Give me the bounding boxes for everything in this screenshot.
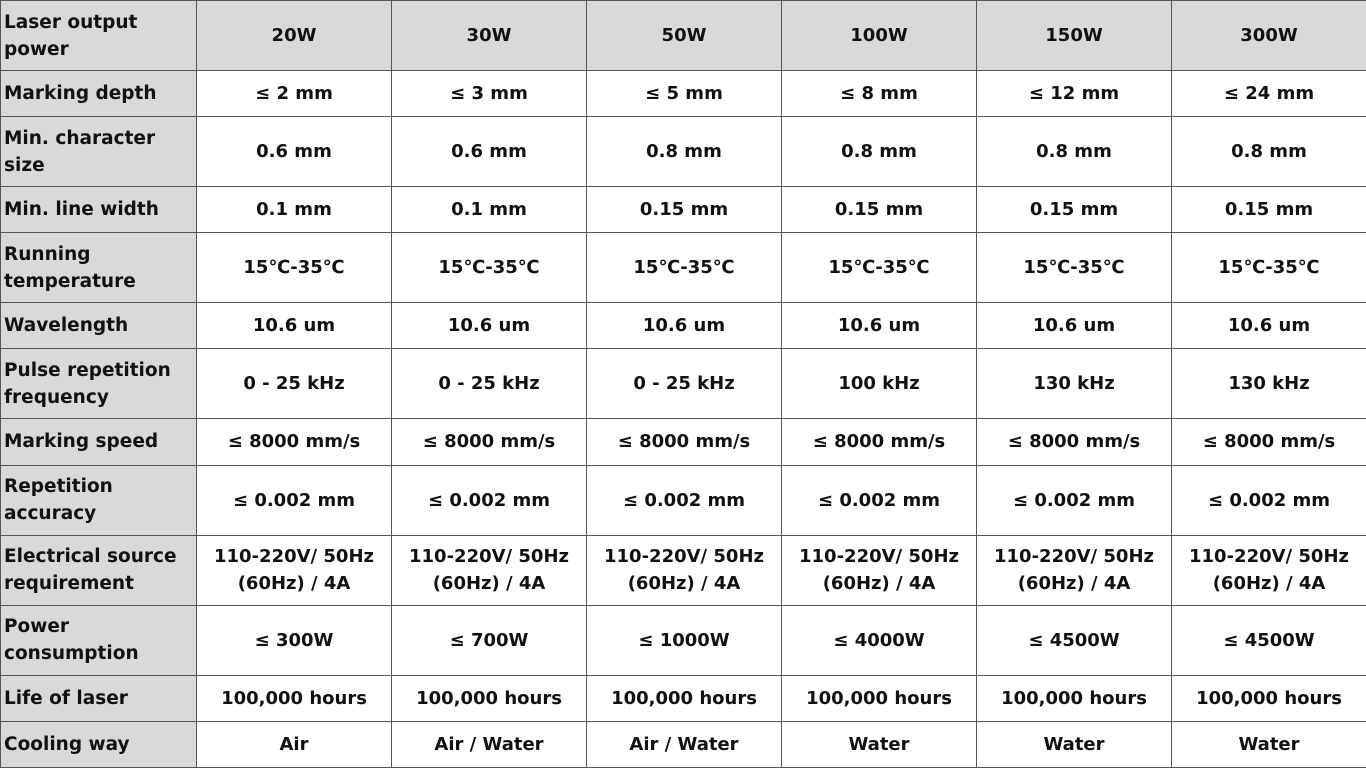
row-label: Marking depth — [1, 71, 197, 117]
power-300w: 300W — [1172, 1, 1366, 71]
cell-value: 0.15 mm — [977, 187, 1172, 233]
cell-value: ≤ 300W — [197, 605, 392, 675]
cell-value: 0.6 mm — [392, 117, 587, 187]
cell-value: 100,000 hours — [977, 675, 1172, 721]
cell-value: 100,000 hours — [782, 675, 977, 721]
row-label: Running temperature — [1, 233, 197, 303]
row-min-line-width — [1, 187, 1366, 233]
cell-value: 0 - 25 kHz — [392, 349, 587, 419]
cell-value: ≤ 24 mm — [1172, 71, 1366, 117]
cell-value: 15℃-35℃ — [197, 233, 392, 303]
cell-value: ≤ 700W — [392, 605, 587, 675]
cell-value: Water — [977, 721, 1172, 767]
power-20w: 20W — [197, 1, 392, 71]
cell-value: ≤ 0.002 mm — [977, 465, 1172, 535]
cell-value: 0.8 mm — [782, 117, 977, 187]
cell-value: Air — [197, 721, 392, 767]
cell-value: 10.6 um — [197, 303, 392, 349]
row-power-consumption — [1, 605, 1366, 675]
cell-value: 0.6 mm — [197, 117, 392, 187]
cell-value: 0.15 mm — [587, 187, 782, 233]
cell-value: 0.15 mm — [782, 187, 977, 233]
row-label: Marking speed — [1, 419, 197, 465]
cell-value: ≤ 8000 mm/s — [587, 419, 782, 465]
cell-value: 10.6 um — [977, 303, 1172, 349]
cell-value: 100,000 hours — [197, 675, 392, 721]
header-row — [1, 1, 1366, 71]
row-marking-speed — [1, 419, 1366, 465]
cell-value: ≤ 0.002 mm — [587, 465, 782, 535]
cell-value: ≤ 0.002 mm — [1172, 465, 1366, 535]
cell-value: ≤ 4500W — [1172, 605, 1366, 675]
row-running-temperature — [1, 233, 1366, 303]
row-label: Electrical source requirement — [1, 535, 197, 605]
row-label: Power consumption — [1, 605, 197, 675]
row-electrical-source-requirement — [1, 535, 1366, 605]
cell-value: ≤ 8000 mm/s — [1172, 419, 1366, 465]
cell-value: 15℃-35℃ — [392, 233, 587, 303]
row-cooling-way — [1, 721, 1366, 767]
row-repetition-accuracy — [1, 465, 1366, 535]
power-50w: 50W — [587, 1, 782, 71]
row-label: Min. character size — [1, 117, 197, 187]
cell-value: ≤ 5 mm — [587, 71, 782, 117]
row-label: Pulse repetition frequency — [1, 349, 197, 419]
cell-value: Air / Water — [587, 721, 782, 767]
cell-value: ≤ 0.002 mm — [392, 465, 587, 535]
cell-value: 100 kHz — [782, 349, 977, 419]
cell-value: 10.6 um — [392, 303, 587, 349]
cell-value: 130 kHz — [977, 349, 1172, 419]
cell-value: ≤ 4000W — [782, 605, 977, 675]
row-pulse-repetition-frequency — [1, 349, 1366, 419]
row-min-character-size — [1, 117, 1366, 187]
cell-value: ≤ 4500W — [977, 605, 1172, 675]
row-label: Min. line width — [1, 187, 197, 233]
cell-value: 10.6 um — [587, 303, 782, 349]
cell-value: ≤ 8000 mm/s — [197, 419, 392, 465]
cell-value: ≤ 8000 mm/s — [782, 419, 977, 465]
cell-value: 15℃-35℃ — [587, 233, 782, 303]
cell-value: Water — [782, 721, 977, 767]
row-label: Cooling way — [1, 721, 197, 767]
cell-value: 110-220V/ 50Hz (60Hz) / 4A — [587, 535, 782, 605]
cell-value: ≤ 8000 mm/s — [392, 419, 587, 465]
cell-value: 100,000 hours — [587, 675, 782, 721]
cell-value: ≤ 1000W — [587, 605, 782, 675]
row-label: Repetition accuracy — [1, 465, 197, 535]
cell-value: 0 - 25 kHz — [197, 349, 392, 419]
cell-value: 10.6 um — [1172, 303, 1366, 349]
cell-value: ≤ 3 mm — [392, 71, 587, 117]
cell-value: ≤ 8 mm — [782, 71, 977, 117]
cell-value: 110-220V/ 50Hz (60Hz) / 4A — [392, 535, 587, 605]
cell-value: ≤ 8000 mm/s — [977, 419, 1172, 465]
cell-value: 0 - 25 kHz — [587, 349, 782, 419]
row-label: Life of laser — [1, 675, 197, 721]
row-marking-depth — [1, 71, 1366, 117]
cell-value: 130 kHz — [1172, 349, 1366, 419]
cell-value: 110-220V/ 50Hz (60Hz) / 4A — [782, 535, 977, 605]
power-30w: 30W — [392, 1, 587, 71]
cell-value: 100,000 hours — [1172, 675, 1366, 721]
cell-value: 15℃-35℃ — [977, 233, 1172, 303]
cell-value: 10.6 um — [782, 303, 977, 349]
cell-value: 0.8 mm — [977, 117, 1172, 187]
cell-value: 15℃-35℃ — [1172, 233, 1366, 303]
cell-value: ≤ 0.002 mm — [782, 465, 977, 535]
row-label: Wavelength — [1, 303, 197, 349]
cell-value: 100,000 hours — [392, 675, 587, 721]
cell-value: 110-220V/ 50Hz (60Hz) / 4A — [1172, 535, 1366, 605]
cell-value: 0.8 mm — [1172, 117, 1366, 187]
cell-value: 15℃-35℃ — [782, 233, 977, 303]
header-label: Laser output power — [1, 1, 197, 71]
row-wavelength — [1, 303, 1366, 349]
power-150w: 150W — [977, 1, 1172, 71]
cell-value: 110-220V/ 50Hz (60Hz) / 4A — [977, 535, 1172, 605]
cell-value: ≤ 12 mm — [977, 71, 1172, 117]
cell-value: 0.1 mm — [392, 187, 587, 233]
cell-value: 0.15 mm — [1172, 187, 1366, 233]
cell-value: Air / Water — [392, 721, 587, 767]
cell-value: ≤ 2 mm — [197, 71, 392, 117]
cell-value: ≤ 0.002 mm — [197, 465, 392, 535]
power-100w: 100W — [782, 1, 977, 71]
cell-value: 0.8 mm — [587, 117, 782, 187]
cell-value: 110-220V/ 50Hz (60Hz) / 4A — [197, 535, 392, 605]
row-life-of-laser — [1, 675, 1366, 721]
cell-value: 0.1 mm — [197, 187, 392, 233]
cell-value: Water — [1172, 721, 1366, 767]
